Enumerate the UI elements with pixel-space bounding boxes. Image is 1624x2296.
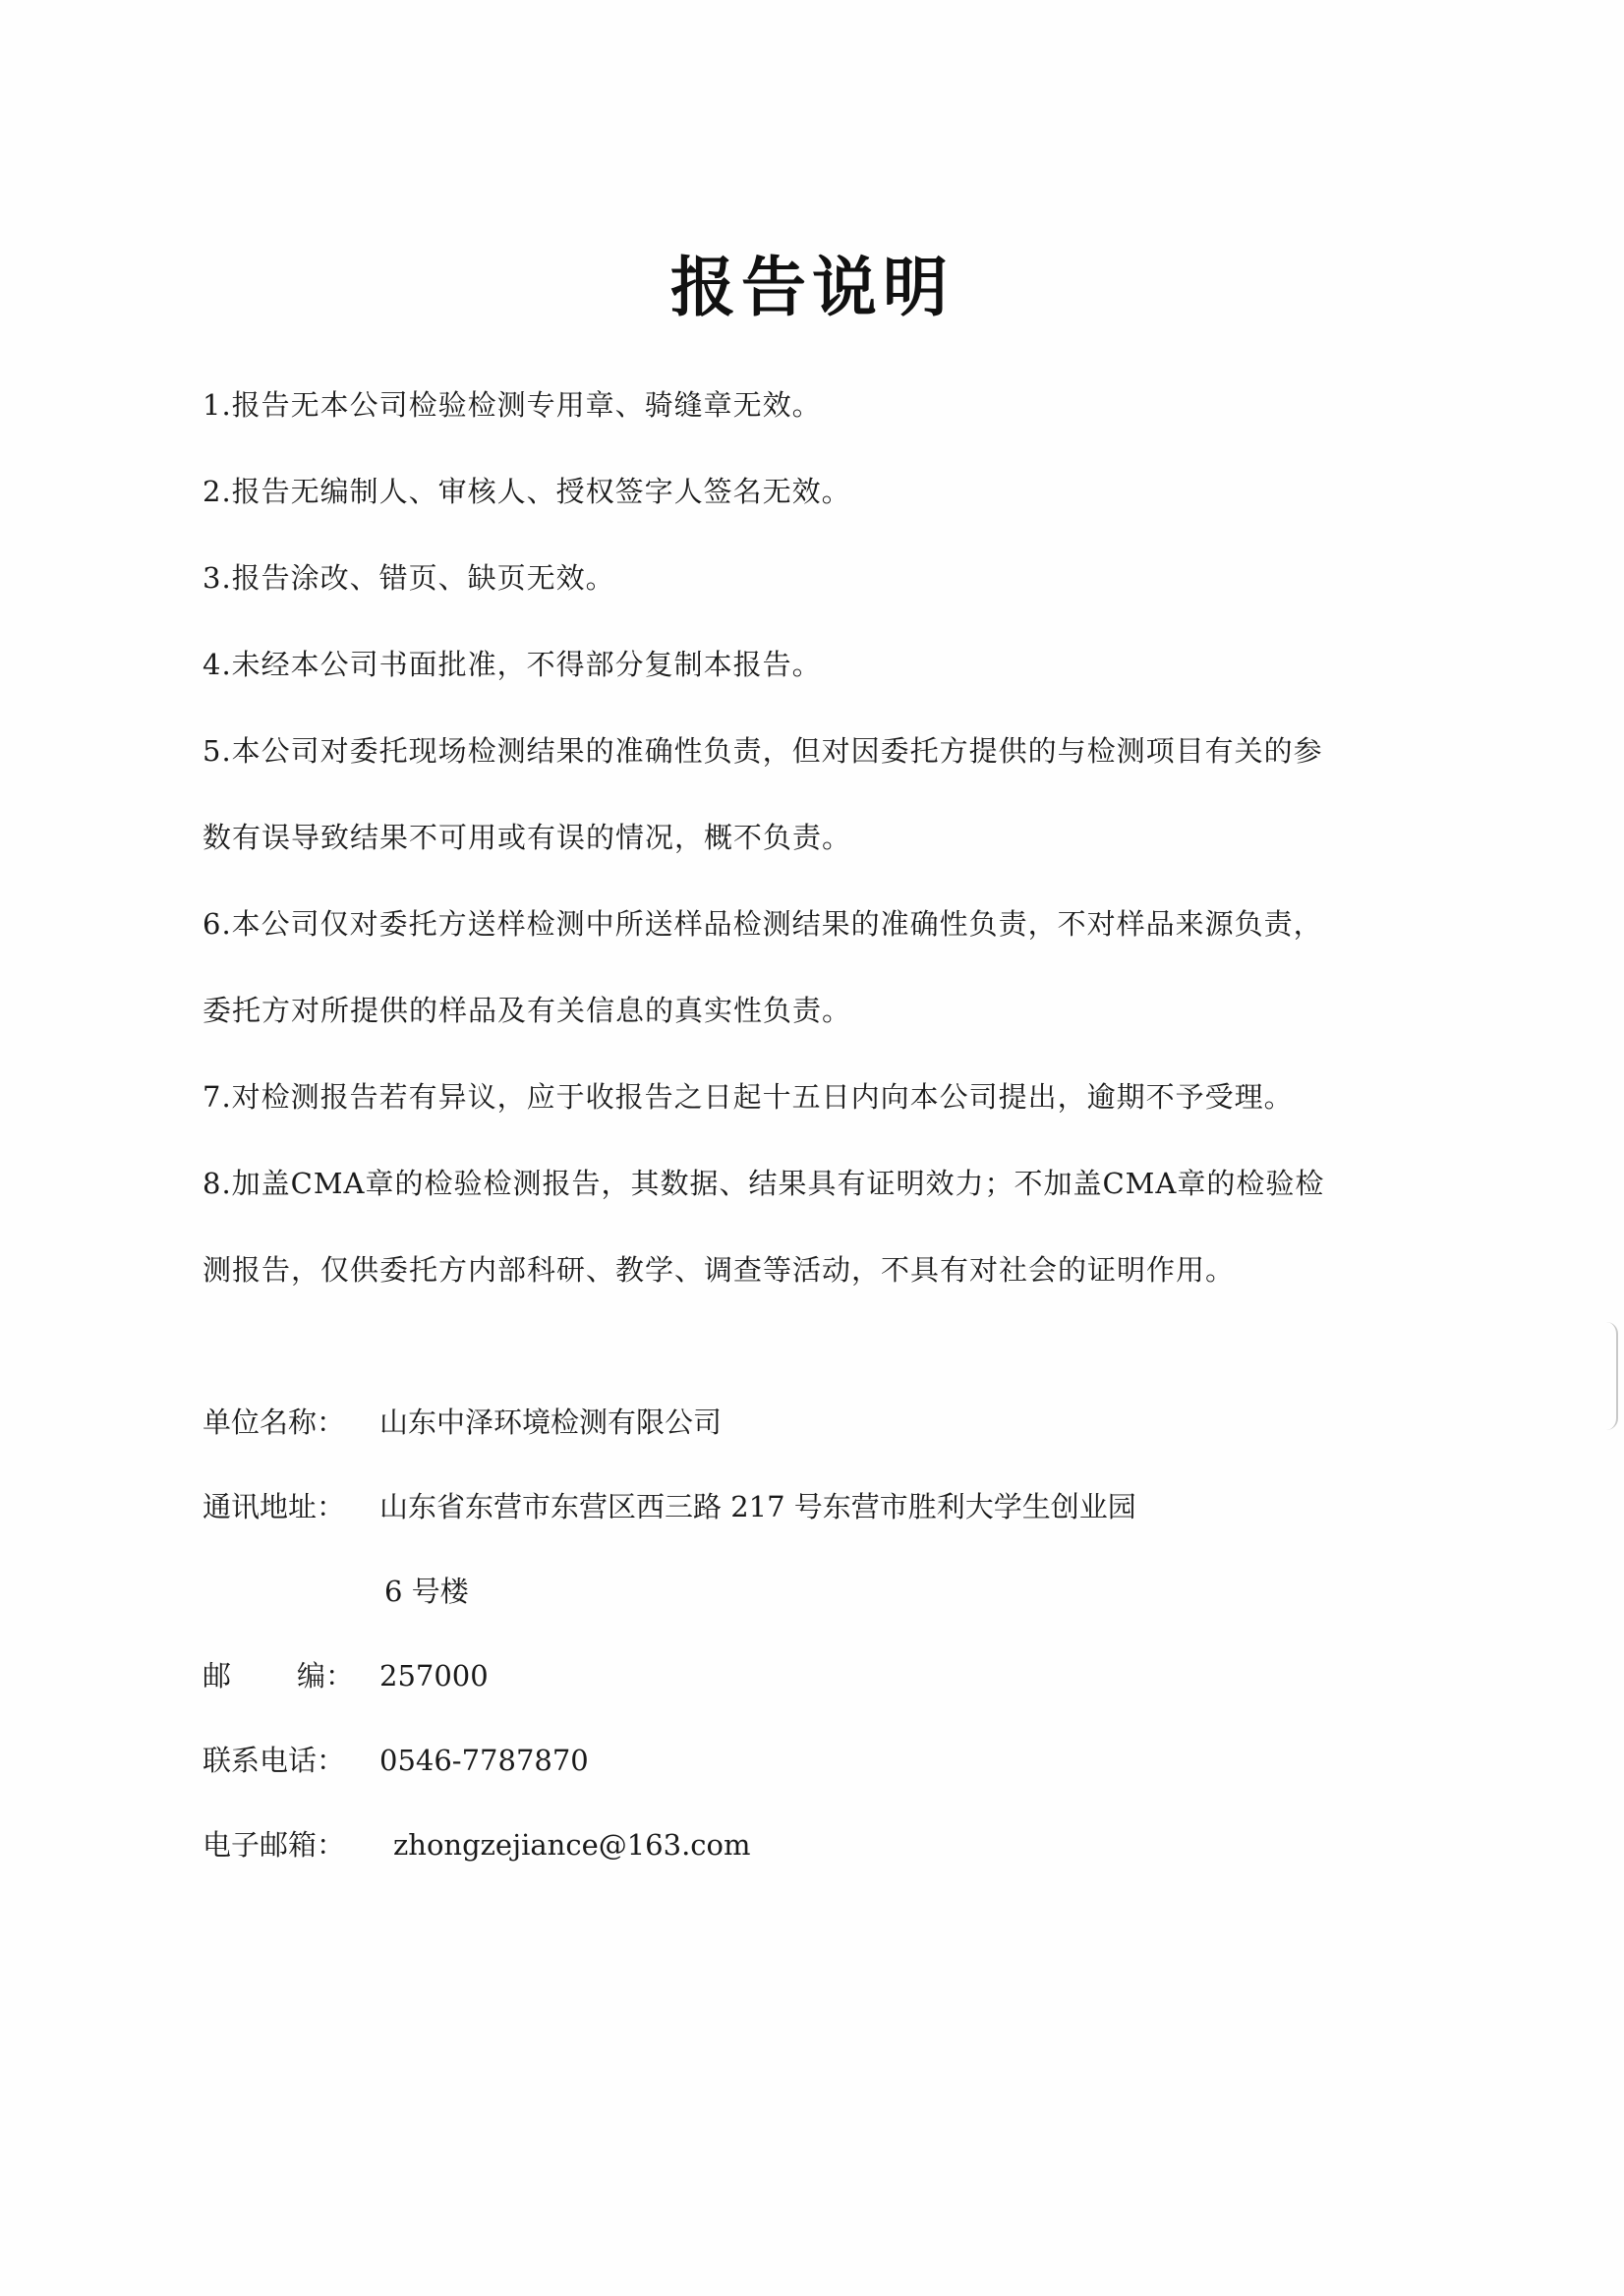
address-row [203, 1464, 1480, 1549]
address-line-2: 6 号楼 [384, 1575, 469, 1608]
clause-list [203, 362, 1461, 1313]
postal-code: 257000 [379, 1659, 489, 1693]
clause-1: 1.报告无本公司检验检测专用章、骑缝章无效。 [203, 388, 822, 422]
email-row [203, 1803, 1480, 1887]
company-name: 山东中泽环境检测有限公司 [379, 1406, 723, 1439]
email-address: zhongzejiance@163.com [393, 1828, 751, 1862]
clause-8-line-2: 测报告，仅供委托方内部科研、教学、调查等活动，不具有对社会的证明作用。 [203, 1253, 1236, 1287]
postal-label-part-1: 邮 [203, 1659, 232, 1693]
postal-label-part-2: 编： [297, 1659, 355, 1693]
clause-5-line-1: 5.本公司对委托现场检测结果的准确性负责，但对因委托方提供的与检测项目有关的参 [203, 734, 1323, 768]
clause-7: 7.对检测报告若有异议，应于收报告之日起十五日内向本公司提出，逾期不予受理。 [203, 1080, 1294, 1114]
clause-6-line-1: 6.本公司仅对委托方送样检测中所送样品检测结果的准确性负责，不对样品来源负责， [203, 907, 1323, 941]
clause-4: 4.未经本公司书面批准，不得部分复制本报告。 [203, 648, 822, 681]
company-label: 单位名称： [203, 1406, 346, 1439]
address-continuation-row [203, 1549, 1480, 1634]
clause-5-line-2: 数有误导致结果不可用或有误的情况，概不负责。 [203, 821, 852, 854]
contact-block [203, 1380, 1480, 1887]
address-line-1: 山东省东营市东营区西三路 217 号东营市胜利大学生创业园 [379, 1490, 1136, 1523]
clause-2: 2.报告无编制人、审核人、授权签字人签名无效。 [203, 475, 851, 508]
postal-label [203, 1634, 379, 1718]
postal-row [203, 1634, 1480, 1718]
email-label: 电子邮箱： [203, 1828, 346, 1862]
clause-8-line-1: 8.加盖CMA章的检验检测报告，其数据、结果具有证明效力；不加盖CMA章的检验检 [203, 1167, 1325, 1200]
page-title: 报告说明 [670, 250, 954, 325]
clause-6-line-2: 委托方对所提供的样品及有关信息的真实性负责。 [203, 994, 852, 1027]
scan-edge-mark [1606, 1322, 1618, 1430]
company-row [203, 1380, 1480, 1464]
phone-row [203, 1718, 1480, 1803]
clause-3: 3.报告涂改、错页、缺页无效。 [203, 561, 615, 595]
phone-label: 联系电话： [203, 1744, 346, 1777]
phone-number: 0546-7787870 [379, 1744, 589, 1777]
address-label: 通讯地址： [203, 1490, 346, 1523]
